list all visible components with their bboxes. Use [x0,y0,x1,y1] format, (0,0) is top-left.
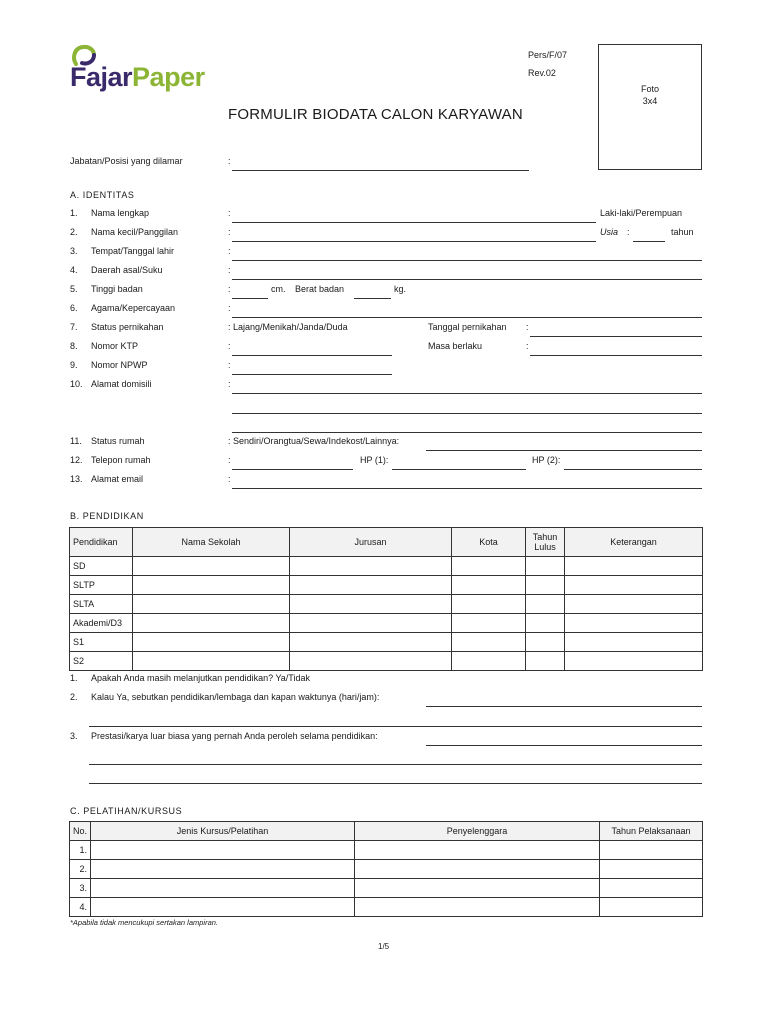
logo-part-1: Fajar [70,62,133,92]
birth-place-date-label: Tempat/Tanggal lahir [91,246,175,256]
education-cell[interactable] [526,595,565,614]
education-cell[interactable] [565,652,703,671]
column-header: Tahun Pelaksanaan [600,822,703,841]
column-header: Pendidikan [70,528,133,557]
row-number: 6. [70,303,78,313]
age-label: Usia [600,227,619,237]
education-cell[interactable] [565,614,703,633]
colon: : [228,341,231,351]
education-cell[interactable] [133,633,290,652]
education-level: SLTA [70,595,133,614]
education-cell[interactable] [290,576,452,595]
education-cell[interactable] [452,652,526,671]
ktp-number-label: Nomor KTP [91,341,139,351]
position-field[interactable] [232,170,529,171]
education-cell[interactable] [290,614,452,633]
education-cell[interactable] [133,595,290,614]
column-header: No. [70,822,91,841]
education-cell[interactable] [565,595,703,614]
weight-field[interactable] [354,298,391,299]
training-row [70,879,703,898]
continuing-education-question: Apakah Anda masih melanjutkan pendidikan? Ya/Tidak [91,673,310,683]
column-header: Nama Sekolah [133,528,290,557]
column-header: Kota [452,528,526,557]
document-code-block [528,46,567,82]
mobile-2-field[interactable] [564,469,702,470]
row-number: 10. [70,379,83,389]
column-header: Jurusan [290,528,452,557]
npwp-number-field[interactable] [232,374,392,375]
training-cell[interactable] [91,898,355,917]
training-cell[interactable] [91,841,355,860]
npwp-number-label: Nomor NPWP [91,360,148,370]
education-cell[interactable] [526,652,565,671]
education-cell[interactable] [290,633,452,652]
row-number: 1. [70,208,78,218]
footnote: *Apabila tidak mencukupi sertakan lampiran. [70,918,218,927]
education-cell[interactable] [133,652,290,671]
position-label: Jabatan/Posisi yang dilamar [70,156,183,166]
education-cell[interactable] [133,576,290,595]
row-number: 11. [70,436,82,446]
education-cell[interactable] [526,557,565,576]
education-cell[interactable] [290,595,452,614]
education-row [70,633,703,652]
column-header: Penyelenggara [355,822,600,841]
question-number: 1. [70,673,78,683]
education-level: SLTP [70,576,133,595]
education-row [70,576,703,595]
column-header-line: Tahun [532,532,558,542]
row-number: 5. [70,284,78,294]
education-cell[interactable] [565,576,703,595]
column-header-line: Lulus [534,542,556,552]
origin-label: Daerah asal/Suku [91,265,163,275]
marital-status-options[interactable]: : Lajang/Menikah/Janda/Duda [228,322,348,332]
training-number: 1. [70,841,91,860]
row-number: 4. [70,265,78,275]
weight-label: Berat badan [295,284,345,294]
nickname-field[interactable] [232,241,596,242]
mobile-1-field[interactable] [392,469,526,470]
house-status-options[interactable]: : Sendiri/Orangtua/Sewa/Indekost/Lainnya: [228,436,400,446]
training-number: 3. [70,879,91,898]
education-row [70,614,703,633]
colon: : [228,303,231,313]
education-detail-field-2[interactable] [89,726,702,727]
address-field-line-2[interactable] [232,413,702,414]
education-level: Akademi/D3 [70,614,133,633]
address-field-line-1[interactable] [232,393,702,394]
gender-option[interactable]: Laki-laki/Perempuan [600,208,683,218]
training-cell[interactable] [600,879,703,898]
column-header: Jenis Kursus/Pelatihan [91,822,355,841]
achievement-question: Prestasi/karya luar biasa yang pernah Anda peroleh selama pendidikan: [91,731,378,741]
column-header: Keterangan [565,528,703,557]
age-unit: tahun [671,227,694,237]
education-table-header [70,528,703,557]
education-level: SD [70,557,133,576]
training-row [70,841,703,860]
colon: : [228,455,231,465]
ktp-validity-field[interactable] [530,355,702,356]
education-cell[interactable] [452,557,526,576]
marriage-date-field[interactable] [530,336,702,337]
training-heading: C. PELATIHAN/KURSUS [70,806,183,816]
training-cell[interactable] [91,860,355,879]
photo-box[interactable] [598,44,702,170]
colon: : [228,360,231,370]
education-cell[interactable] [133,557,290,576]
education-cell[interactable] [452,595,526,614]
home-phone-field[interactable] [232,469,353,470]
identity-heading: A. IDENTITAS [70,190,135,200]
education-level: S1 [70,633,133,652]
email-field[interactable] [232,488,702,489]
colon: : [228,208,231,218]
colon: : [526,341,529,351]
ktp-number-field[interactable] [232,355,392,356]
position-colon: : [228,156,231,166]
training-cell[interactable] [355,841,600,860]
row-number: 2. [70,227,78,237]
question-number: 2. [70,692,78,702]
house-status-other-field[interactable] [426,450,702,451]
training-row [70,860,703,879]
weight-unit: kg. [394,284,407,294]
colon: : [228,265,231,275]
email-label: Alamat email [91,474,144,484]
education-heading: B. PENDIDIKAN [70,511,144,521]
training-cell[interactable] [355,879,600,898]
achievement-field-2[interactable] [89,764,702,765]
full-name-label: Nama lengkap [91,208,150,218]
achievement-field-1[interactable] [426,745,702,746]
education-detail-question: Kalau Ya, sebutkan pendidikan/lembaga dan kapan waktunya (hari/jam): [91,692,380,702]
education-cell[interactable] [526,633,565,652]
education-table [69,527,703,671]
row-number: 7. [70,322,78,332]
birth-place-date-field[interactable] [232,260,702,261]
training-table-header [70,822,703,841]
company-logo [70,44,250,100]
religion-field[interactable] [232,317,702,318]
training-number: 2. [70,860,91,879]
religion-label: Agama/Kepercayaan [91,303,176,313]
row-number: 3. [70,246,78,256]
colon: : [228,227,231,237]
row-number: 12. [70,455,83,465]
height-label: Tinggi badan [91,284,143,294]
photo-size: 3x4 [642,96,658,106]
logo-part-2: Paper [132,62,205,92]
colon: : [228,284,231,294]
mobile-2-label: HP (2): [532,455,561,465]
page-number: 1/5 [378,942,390,951]
logo-wordmark [70,62,205,93]
document-revision: Rev.02 [528,68,556,78]
home-phone-label: Telepon rumah [91,455,151,465]
full-name-field[interactable] [232,222,596,223]
education-row [70,557,703,576]
mobile-1-label: HP (1): [360,455,389,465]
training-cell[interactable] [600,841,703,860]
education-cell[interactable] [526,614,565,633]
training-cell[interactable] [600,898,703,917]
education-cell[interactable] [565,633,703,652]
training-number: 4. [70,898,91,917]
row-number: 13. [70,474,83,484]
ktp-validity-label: Masa berlaku [428,341,483,351]
photo-label: Foto [640,84,659,94]
house-status-label: Status rumah [91,436,145,446]
address-label: Alamat domisili [91,379,152,389]
education-cell[interactable] [290,652,452,671]
education-cell[interactable] [290,557,452,576]
education-cell[interactable] [133,614,290,633]
age-field[interactable] [633,241,665,242]
marital-status-label: Status pernikahan [91,322,164,332]
column-header [526,528,565,557]
nickname-label: Nama kecil/Panggilan [91,227,179,237]
education-cell[interactable] [452,576,526,595]
height-field[interactable] [232,298,268,299]
education-cell[interactable] [452,633,526,652]
training-row [70,898,703,917]
form-title: FORMULIR BIODATA CALON KARYAWAN [228,106,523,123]
marriage-date-label: Tanggal pernikahan [428,322,507,332]
question-number: 3. [70,731,78,741]
row-number: 8. [70,341,78,351]
address-field-line-3[interactable] [232,432,702,433]
colon: : [228,379,231,389]
training-cell[interactable] [355,898,600,917]
education-cell[interactable] [526,576,565,595]
education-cell[interactable] [565,557,703,576]
row-number: 9. [70,360,78,370]
education-cell[interactable] [452,614,526,633]
colon: : [526,322,529,332]
training-cell[interactable] [91,879,355,898]
colon: : [228,246,231,256]
colon: : [627,227,630,237]
education-detail-field-1[interactable] [426,706,702,707]
achievement-field-3[interactable] [89,783,702,784]
origin-field[interactable] [232,279,702,280]
document-code: Pers/F/07 [528,50,568,60]
training-table [69,821,703,917]
height-unit: cm. [271,284,286,294]
training-cell[interactable] [355,860,600,879]
colon: : [228,474,231,484]
training-cell[interactable] [600,860,703,879]
education-row [70,595,703,614]
education-level: S2 [70,652,133,671]
education-row [70,652,703,671]
